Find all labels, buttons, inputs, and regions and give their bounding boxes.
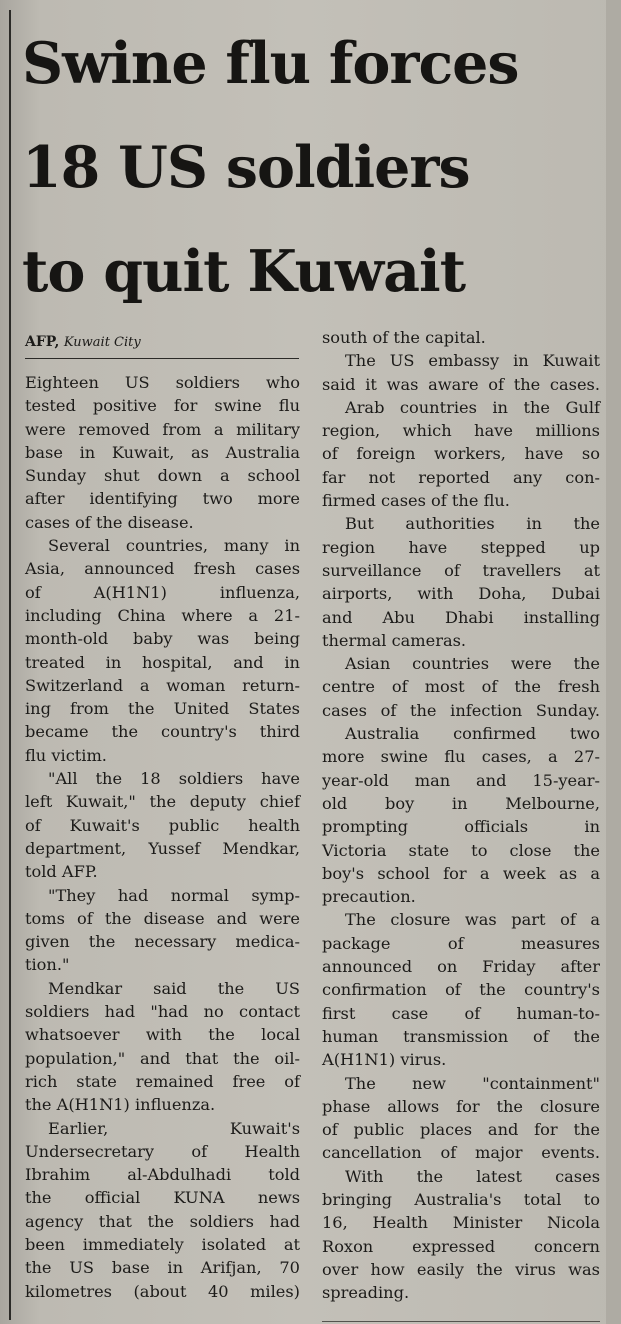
article-text-line: prompting officials in	[322, 817, 600, 837]
article-text-line: left Kuwait," the deputy chief	[25, 792, 300, 812]
article-text-line: toms of the disease and were	[25, 908, 300, 928]
article-text-line: population," and that the oil-	[25, 1048, 300, 1068]
article-text-line: boy's school for a week as a	[322, 863, 600, 883]
article-text-line: But authorities in the	[345, 514, 600, 534]
article-text-line: precaution.	[322, 887, 416, 907]
article-text-line: the US base in Arifjan, 70	[25, 1258, 300, 1278]
article-text-line: cancellation of major events.	[322, 1143, 600, 1163]
headline-line: Swine flu forces	[22, 30, 519, 97]
article-text-line: Australia confirmed two	[345, 724, 600, 744]
article-text-line: The closure was part of a	[345, 910, 600, 930]
article-text-line: rich state remained free of	[25, 1071, 300, 1091]
article-text-line: airports, with Doha, Dubai	[322, 584, 600, 604]
article-text-line: soldiers had "had no contact	[25, 1002, 300, 1022]
article-text-line: Roxon expressed concern	[322, 1236, 600, 1256]
article-text-line: phase allows for the closure	[322, 1096, 600, 1116]
article-text-line: Several countries, many in	[48, 536, 300, 556]
article-text-line: With the latest cases	[345, 1166, 600, 1186]
adjacent-article-edge	[606, 0, 621, 1324]
article-text-line: The US embassy in Kuwait	[345, 351, 600, 371]
article-text-line: region have stepped up	[322, 537, 600, 557]
article-text-line: flu victim.	[25, 745, 107, 765]
article-text-line: told AFP.	[25, 862, 98, 882]
article-text-line: Ibrahim al-Abdulhadi told	[25, 1165, 300, 1185]
article-text-line: far not reported any con-	[322, 467, 600, 487]
article-text-line: Undersecretary of Health	[25, 1141, 300, 1161]
article-text-line: Switzerland a woman return-	[25, 675, 300, 695]
article-text-line: whatsoever with the local	[25, 1025, 300, 1045]
article-text-line: of A(H1N1) influenza,	[25, 582, 300, 602]
article-text-line: year-old man and 15-year-	[322, 770, 600, 790]
article-text-line: announced on Friday after	[322, 957, 600, 977]
article-text-line: "They had normal symp-	[48, 885, 300, 905]
article-text-line: Asian countries were the	[345, 654, 600, 674]
article-text-line: and Abu Dhabi installing	[322, 607, 600, 627]
article-text-line: confirmation of the country's	[322, 980, 600, 1000]
article-text-line: thermal cameras.	[322, 630, 467, 650]
article-text-line: the official KUNA news	[25, 1188, 300, 1208]
byline	[25, 333, 300, 352]
byline-agency: AFP,	[25, 334, 60, 350]
article-text-line: cases of the disease.	[25, 512, 194, 532]
article-text-line: centre of most of the fresh	[322, 677, 600, 697]
headline-line: 18 US soldiers	[22, 134, 470, 201]
article-text-line: first case of human-to-	[322, 1003, 600, 1023]
article-text-line: south of the capital.	[322, 328, 486, 347]
article-column-right	[322, 326, 600, 1304]
article-text-line: of Kuwait's public health	[25, 815, 300, 835]
article-text-line: 16, Health Minister Nicola	[322, 1213, 600, 1233]
article-text-line: kilometres (about 40 miles)	[25, 1281, 300, 1301]
article-text-line: firmed cases of the flu.	[322, 491, 510, 511]
article-text-line: month-old baby was being	[25, 629, 300, 649]
article-text-line: region, which have millions	[322, 421, 600, 441]
article-text-line: Sunday shut down a school	[25, 466, 300, 486]
article-text-line: more swine flu cases, a 27-	[322, 747, 600, 767]
article-text-line: Victoria state to close the	[322, 840, 600, 860]
article-text-line: the A(H1N1) influenza.	[25, 1095, 216, 1115]
article-text-line: surveillance of travellers at	[322, 560, 600, 580]
bottom-rule	[322, 1321, 600, 1322]
article-text-line: agency that the soldiers had	[25, 1211, 300, 1231]
headline-line: to quit Kuwait	[22, 238, 466, 305]
article-text-line: Earlier, Kuwait's	[48, 1118, 300, 1138]
article-text-line: been immediately isolated at	[25, 1234, 300, 1254]
article-text-line: A(H1N1) virus.	[322, 1050, 447, 1070]
article-text-line: after identifying two more	[25, 489, 300, 509]
headline	[22, 12, 606, 324]
article-text-line: said it was aware of the cases.	[322, 374, 600, 394]
article-text-line: department, Yussef Mendkar,	[25, 838, 300, 858]
article-text-line: cases of the infection Sunday.	[322, 700, 600, 720]
article-text-line: were removed from a military	[25, 419, 300, 439]
article-text-line: "All the 18 soldiers have	[48, 769, 300, 789]
article-text-line: base in Kuwait, as Australia	[25, 442, 300, 462]
article-text-line: tion."	[25, 955, 70, 975]
article-text-line: Arab countries in the Gulf	[345, 397, 600, 417]
article-text-line: human transmission of the	[322, 1026, 600, 1046]
article-text-line: treated in hospital, and in	[25, 652, 300, 672]
article-text-line: old boy in Melbourne,	[322, 793, 600, 813]
article-text-line: including China where a 21-	[25, 605, 300, 625]
byline-city: Kuwait City	[63, 335, 141, 350]
article-text-line: ing from the United States	[25, 699, 300, 719]
article-text-line: package of measures	[322, 933, 600, 953]
article-text-line: tested positive for swine flu	[25, 396, 300, 416]
column-divider-rule	[9, 10, 11, 1320]
article-text-line: over how easily the virus was	[322, 1259, 600, 1279]
article-text-line: The new "containment"	[345, 1073, 600, 1093]
article-text-line: Eighteen US soldiers who	[25, 373, 300, 392]
article-column-left	[25, 371, 300, 1303]
article-text-line: Asia, announced fresh cases	[25, 559, 300, 579]
article-text-line: bringing Australia's total to	[322, 1189, 600, 1209]
article-text-line: of foreign workers, have so	[322, 444, 600, 464]
article-text-line: Mendkar said the US	[48, 978, 300, 998]
article-text-line: became the country's third	[25, 722, 300, 742]
article-text-line: of public places and for the	[322, 1120, 600, 1140]
article-text-line: given the necessary medica-	[25, 932, 300, 952]
byline-rule	[25, 358, 299, 359]
article-text-line: spreading.	[322, 1283, 410, 1303]
